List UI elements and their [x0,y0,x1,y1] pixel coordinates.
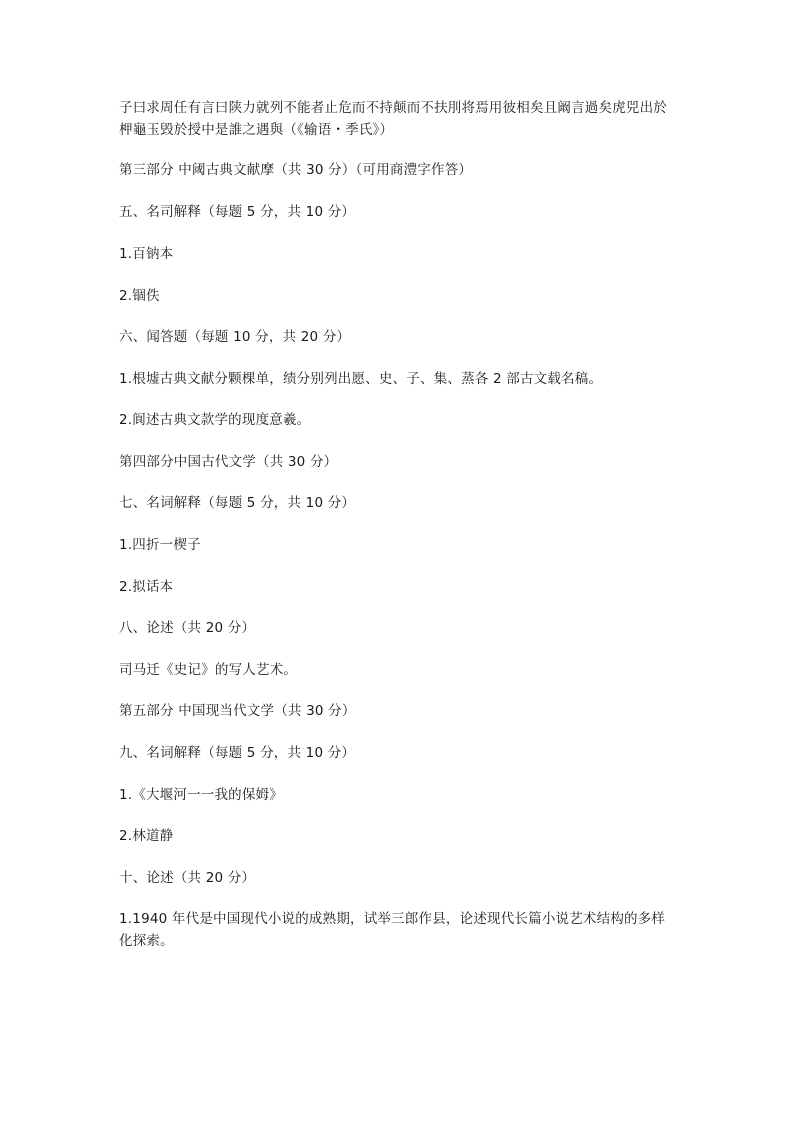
question-seven-item-1: 1.四折一楔子 [119,537,201,553]
section-five-heading: 第五部分 中国现当代文学（共 30 分） [119,703,356,719]
question-five-item-1: 1.百钠本 [119,246,174,262]
question-nine-item-1: 1.《大堰河一一我的保姆》 [119,787,283,803]
question-nine-heading: 九、名词解释（每题 5 分，共 10 分） [119,745,356,761]
question-seven-heading: 七、名词解释（每题 5 分，共 10 分） [119,495,356,511]
question-six-heading: 六、闻答题（每题 10 分，共 20 分） [119,329,351,345]
question-eight-item: 司马迁《史记》的写人艺术。 [119,662,298,678]
question-six-item-2: 2.阆述古典文款学的现度意羲。 [119,412,311,428]
section-four-heading: 第四部分中国古代文学（共 30 分） [119,454,338,470]
question-five-item-2: 2.锢佚 [119,288,160,304]
question-five-heading: 五、名司解释（每题 5 分，共 10 分） [119,204,356,220]
section-three-heading: 第三部分 中阈古典文献摩（共 30 分）（可用商澧字作答） [119,162,473,178]
question-eight-heading: 八、论述（共 20 分） [119,620,256,636]
question-seven-item-2: 2.拟话本 [119,579,174,595]
question-six-item-1: 1.根墟古典文献分颗棵单，绩分别列出愿、史、子、集、蒸各 2 部古文载名稿。 [119,371,603,387]
classical-text-passage: 子曰求周任有言曰陕力就列不能者止危而不持颠而不扶刖将焉用彼相矣且阚言過矣虎兕出於柙龜玉毁於授中是誰之遇與（《输语・季氏》） [119,100,667,138]
question-ten-heading: 十、论述（共 20 分） [119,870,256,886]
question-nine-item-2: 2.林道静 [119,828,174,844]
question-ten-item-1: 1.1940 年代是中国现代小说的成熟期，试举三郎作县，论述现代长篇小说艺术结构的多样化探索。 [119,911,666,949]
